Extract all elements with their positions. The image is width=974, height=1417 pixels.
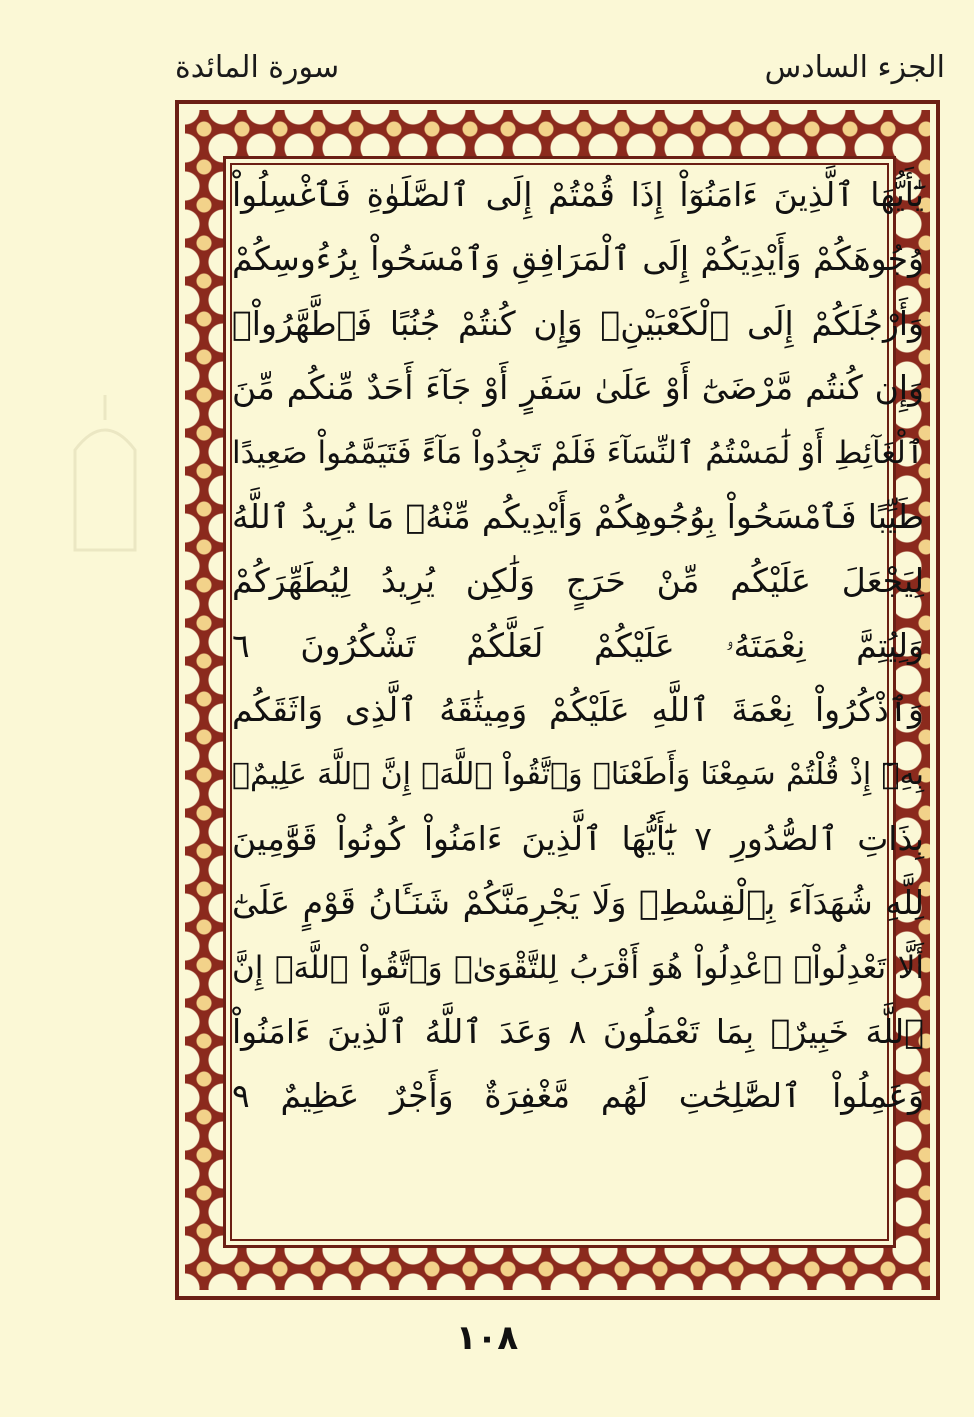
verse-line: ٱلْغَآئِطِ أَوْ لَٰمَسْتُمُ ٱلنِّسَآءَ فَلَمْ تَجِدُواْ مَآءً فَتَيَمَّمُواْ صَعِيدًا [232, 434, 924, 471]
verse-line: لِلَّهِ شُهَدَآءَ بِٱلْقِسْطِۖ وَلَا يَجْرِمَنَّكُمْ شَنَـَٔانُ قَوْمٍ عَلَىٰٓ [232, 883, 924, 923]
verse-line: بِهِۦٓ إِذْ قُلْتُمْ سَمِعْنَا وَأَطَعْنَاۖ وَٱتَّقُواْ ٱللَّهَۚ إِنَّ ٱللَّهَ عَلِيمٌۢ [232, 756, 924, 792]
faint-margin-mark [45, 390, 165, 560]
verse-line: ٱللَّهَ خَبِيرٌۢ بِمَا تَعْمَلُونَ ٨ وَعَدَ ٱللَّهُ ٱلَّذِينَ ءَامَنُواْ [232, 1012, 925, 1052]
page-number: ١٠٨ [455, 1318, 519, 1358]
verse-line: وَٱذْكُرُواْ نِعْمَةَ ٱللَّهِ عَلَيْكُمْ وَمِيثَٰقَهُ ٱلَّذِى وَاثَقَكُم [232, 690, 924, 730]
verse-line: وَعَمِلُواْ ٱلصَّٰلِحَٰتِ لَهُم مَّغْفِرَةٌ وَأَجْرٌ عَظِيمٌ ٩ [232, 1076, 924, 1116]
verse-line: يَٰٓأَيُّهَا ٱلَّذِينَ ءَامَنُوٓاْ إِذَا قُمْتُمْ إِلَى ٱلصَّلَوٰةِ فَٱغْسِلُواْ [232, 175, 924, 214]
verse-line: وَلِيُتِمَّ نِعْمَتَهُۥ عَلَيْكُمْ لَعَلَّكُمْ تَشْكُرُونَ ٦ [232, 625, 924, 665]
verse-text-block [232, 163, 924, 1129]
verse-line: أَلَّا تَعْدِلُواْۚ ٱعْدِلُواْ هُوَ أَقْرَبُ لِلتَّقْوَىٰۖ وَٱتَّقُواْ ٱللَّهَۚ إِنَّ [232, 949, 924, 986]
verse-line: وُجُوهَكُمْ وَأَيْدِيَكُمْ إِلَى ٱلْمَرَافِقِ وَٱمْسَحُواْ بِرُءُوسِكُمْ [232, 239, 924, 279]
page-header [175, 40, 945, 100]
verse-line: طَيِّبًا فَٱمْسَحُواْ بِوُجُوهِكُمْ وَأَيْدِيكُم مِّنْهُۚ مَا يُرِيدُ ٱللَّهُ [232, 496, 924, 536]
verse-line: وَإِن كُنتُم مَّرْضَىٰٓ أَوْ عَلَىٰ سَفَرٍ أَوْ جَآءَ أَحَدٌ مِّنكُم مِّنَ [232, 368, 924, 408]
verse-line: بِذَاتِ ٱلصُّدُورِ ٧ يَٰٓأَيُّهَا ٱلَّذِينَ ءَامَنُواْ كُونُواْ قَوَّٰمِينَ [232, 818, 924, 858]
verse-line: لِيَجْعَلَ عَلَيْكُم مِّنْ حَرَجٍ وَلَٰكِن يُرِيدُ لِيُطَهِّرَكُمْ [232, 561, 924, 601]
juz-label: الجزء السادس [764, 50, 945, 85]
verse-line: وَأَرْجُلَكُمْ إِلَى ٱلْكَعْبَيْنِۚ وَإِن كُنتُمْ جُنُبًا فَٱطَّهَّرُواْۚ [232, 303, 924, 343]
surah-label: سورة المائدة [175, 50, 340, 85]
